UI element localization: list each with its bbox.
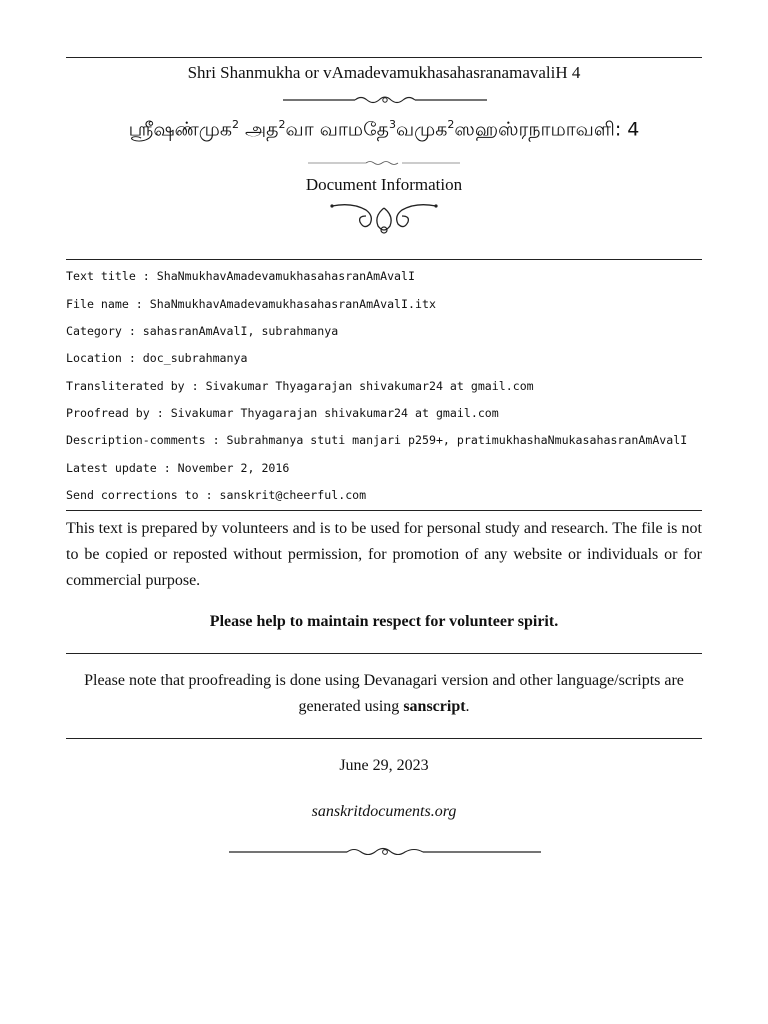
notice-bold-line: Please help to maintain respect for volunteer spirit. [209,613,559,630]
meta-send-corrections: Send corrections to : sanskrit@cheerful.com [66,488,367,502]
metadata-bottom-rule [66,510,702,511]
proofreading-bottom-rule [66,738,702,739]
proofreading-top-rule [66,653,702,654]
metadata-top-rule [66,259,702,260]
meta-location: Location : doc_subrahmanya [66,351,248,365]
bottom-ornament-divider-icon [229,845,541,859]
sanscript-word: sanscript [403,698,466,715]
proofreading-note: Please note that proofreading is done using Devanagari version and other language/scripts are generated using sanscript. [84,672,684,715]
meta-category: Category : sahasranAmAvalI, subrahmanya [66,324,339,338]
flourish-ornament-icon [330,198,438,236]
top-rule [66,57,702,58]
meta-proofread-by: Proofread by : Sivakumar Thyagarajan shivakumar24 at gmail.com [66,406,499,420]
site-name: sanskritdocuments.org [311,803,457,820]
meta-latest-update: Latest update : November 2, 2016 [66,461,290,475]
thin-ornament-divider-icon [308,158,460,168]
document-date: June 29, 2023 [339,757,429,774]
meta-transliterated-by: Transliterated by : Sivakumar Thyagarajan shivakumar24 at gmail.com [66,379,534,393]
ornament-divider-icon [283,93,487,107]
page-title: Shri Shanmukha or vAmadevamukhasahasranamavaliH 4 [187,63,581,82]
meta-file-name: File name : ShaNmukhavAmadevamukhasahasranAmAvalI.itx [66,297,436,311]
notice-paragraph: This text is prepared by volunteers and is to be used for personal study and research. The file is not to be copied or reposted without permission, for promotion of any website or individuals or for commercial purpose. [66,520,702,589]
section-heading: Document Information [305,175,463,194]
tamil-title: ஶ்ரீஷண்முக$^2$ அத$^2$வா வாமதே$^3$வமுக$^2$ஸஹஸ்ரநாமாவளி: 4 [128,118,640,141]
meta-text-title: Text title : ShaNmukhavAmadevamukhasahasranAmAvalI [66,269,416,283]
meta-description: Description-comments : Subrahmanya stuti manjari p259+, pratimukhashaNmukasahasranAmAvalI [66,433,688,447]
